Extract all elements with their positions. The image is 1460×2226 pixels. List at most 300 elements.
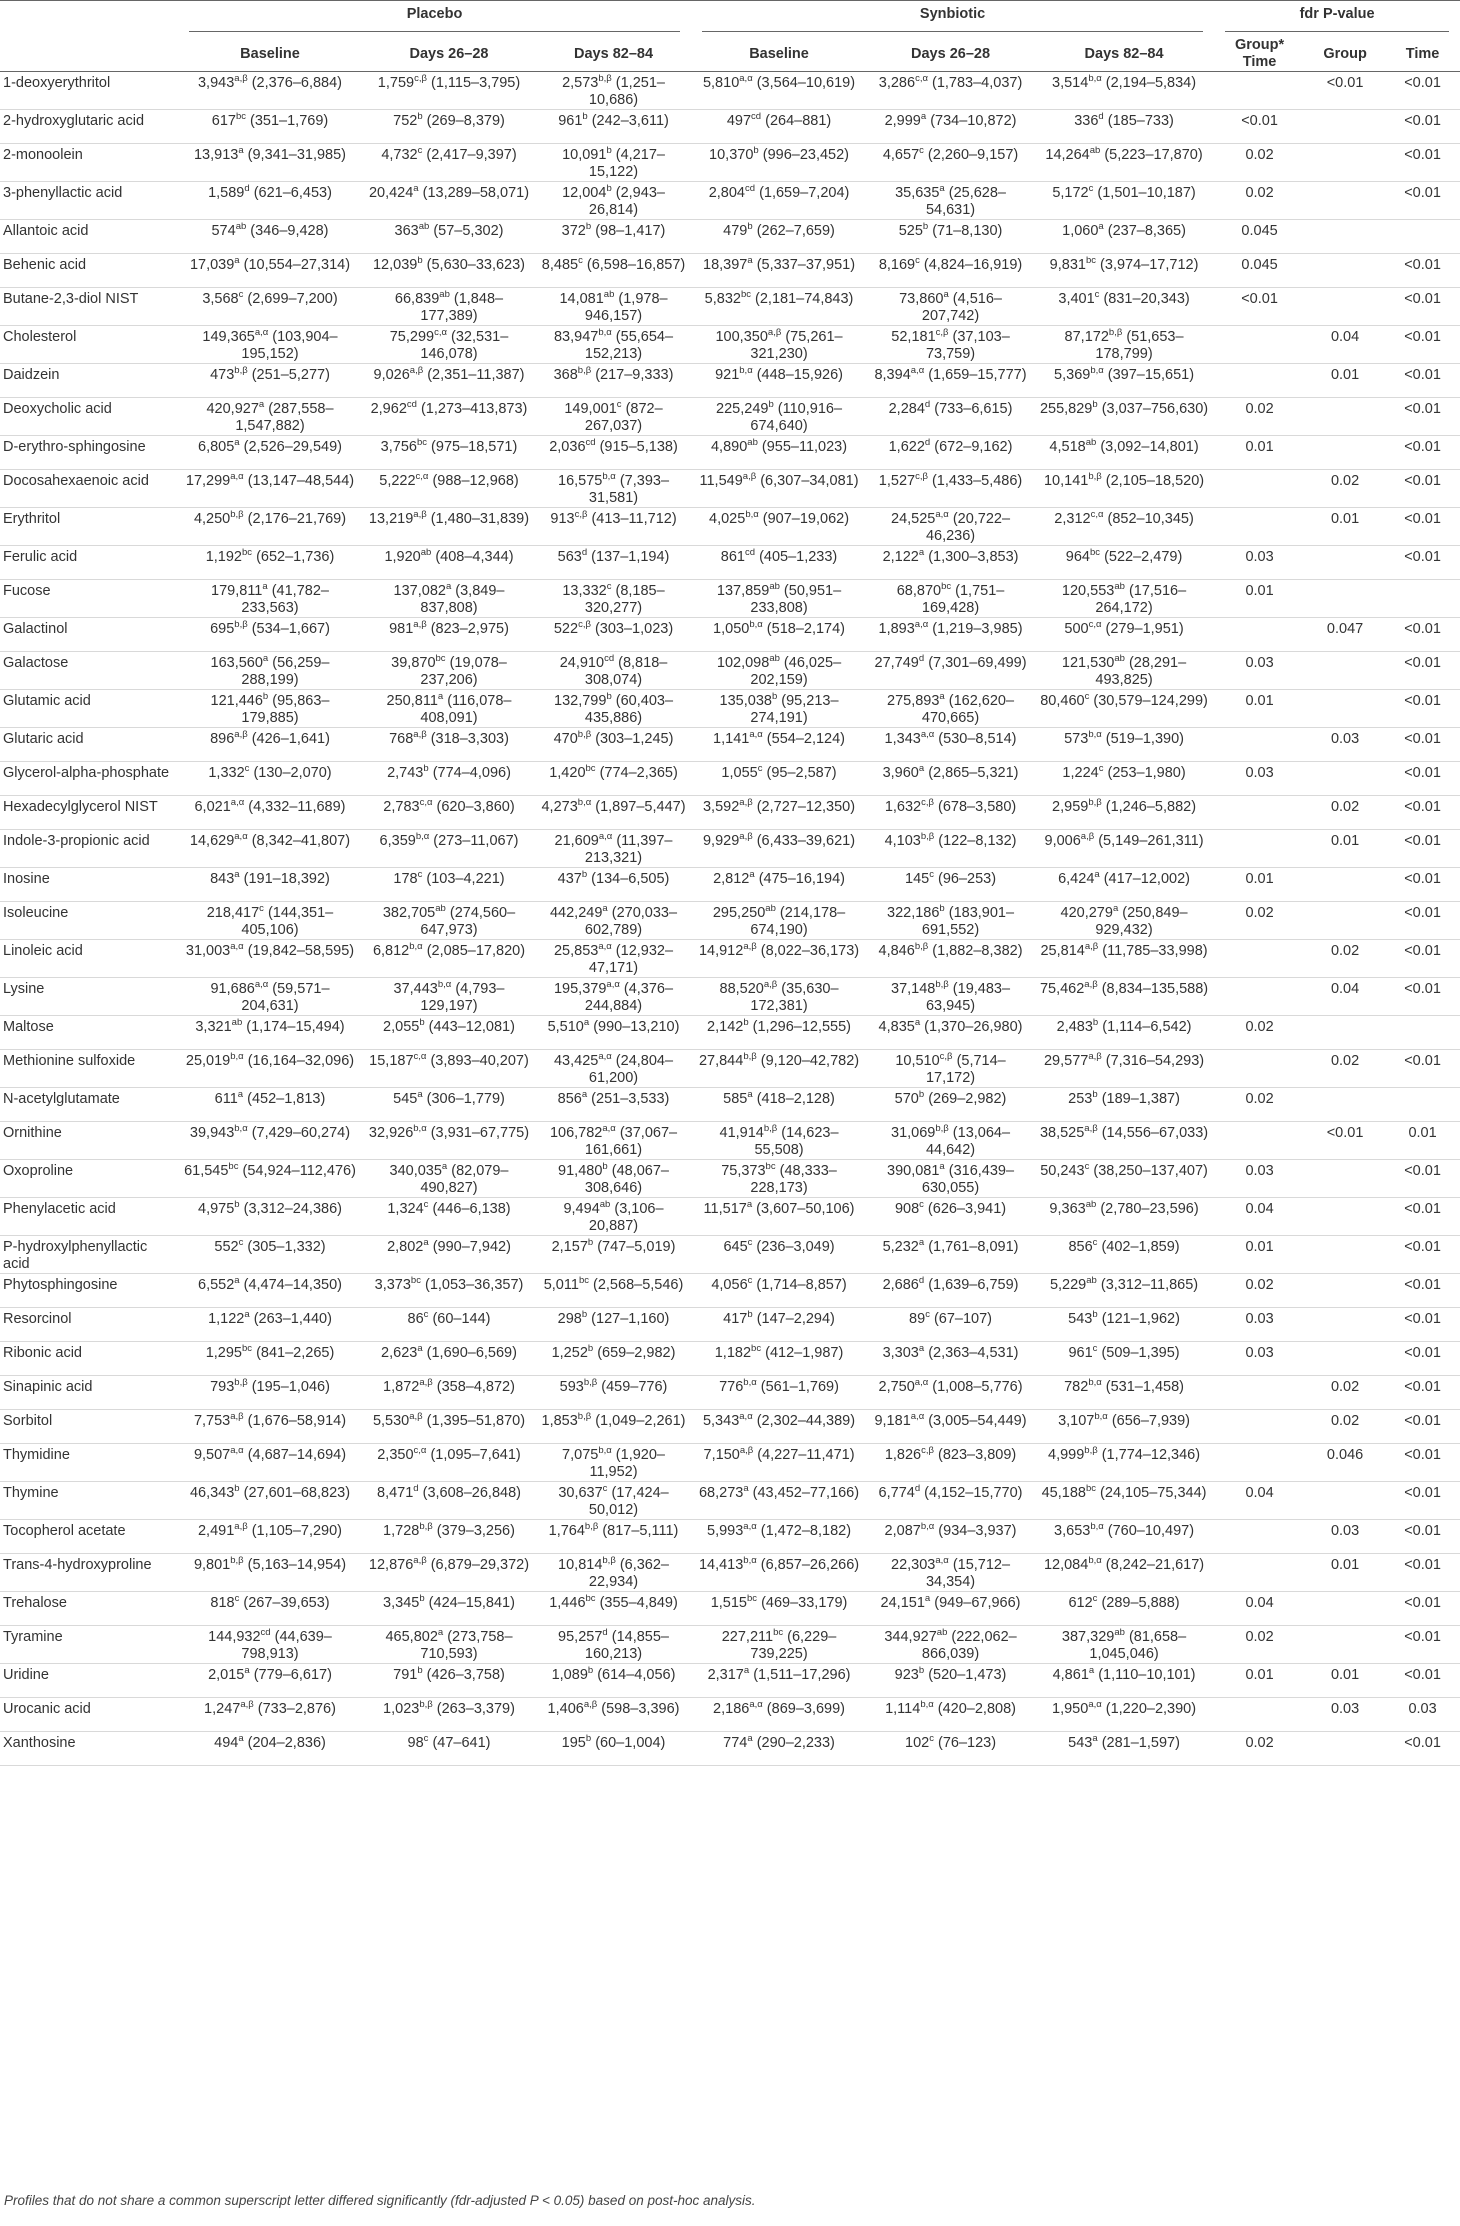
significance-superscript: d — [602, 1627, 608, 1639]
p-value-cell: <0.01 — [1241, 291, 1278, 307]
significance-superscript: c — [244, 763, 250, 775]
value-cell — [536, 1482, 691, 1520]
value-cell — [362, 978, 536, 1016]
p-value-cell: 0.03 — [1330, 731, 1360, 747]
value-cell — [691, 830, 867, 868]
significance-superscript: a — [1094, 869, 1100, 881]
significance-superscript: ab — [231, 1017, 243, 1029]
significance-superscript: a,α — [749, 729, 763, 741]
p-value-cell — [1305, 1342, 1385, 1376]
metabolite-name: Fucose — [3, 583, 51, 599]
median-value: 752 — [393, 113, 418, 129]
value-cell — [536, 182, 691, 220]
value-cell — [362, 580, 536, 618]
significance-superscript: d — [924, 399, 931, 411]
range-value: (1,296–12,555) — [752, 1019, 852, 1035]
p-value-cell: <0.01 — [1404, 401, 1441, 417]
p-value-cell — [1214, 470, 1305, 508]
p-value-cell: <0.01 — [1404, 1163, 1441, 1179]
value-cell — [1034, 1160, 1214, 1198]
value-cell — [178, 1732, 362, 1766]
table-row — [0, 762, 1460, 796]
median-value: 818 — [210, 1595, 235, 1611]
value-cell — [867, 1554, 1034, 1592]
median-value: 473 — [210, 367, 235, 383]
median-value: 255,829 — [1039, 401, 1093, 417]
significance-superscript: b — [1092, 1017, 1099, 1029]
significance-superscript: a — [943, 289, 949, 301]
value-cell — [867, 728, 1034, 762]
p-value-cell: 0.02 — [1245, 1091, 1274, 1107]
range-value: (2,865–5,321) — [928, 765, 1019, 781]
significance-superscript: a,β — [767, 327, 782, 339]
significance-superscript: b — [771, 691, 778, 703]
value-cell — [691, 1122, 867, 1160]
table-row — [0, 868, 1460, 902]
table-row — [0, 398, 1460, 436]
significance-superscript: c — [417, 869, 423, 881]
range-value: (116,078–408,091) — [420, 693, 512, 726]
range-value: (3,312–11,865) — [1100, 1277, 1199, 1293]
range-value: (760–10,497) — [1107, 1523, 1195, 1539]
p-value-cell — [1305, 144, 1385, 182]
value-cell — [536, 690, 691, 728]
range-value: (1,659–15,777) — [928, 367, 1027, 383]
value-cell — [867, 546, 1034, 580]
significance-superscript: c,β — [414, 73, 427, 85]
table-row — [0, 254, 1460, 288]
median-value: 98 — [407, 1735, 424, 1751]
significance-superscript: bc — [578, 1275, 589, 1287]
range-value: (1,433–5,486) — [931, 473, 1023, 489]
value-cell — [362, 1308, 536, 1342]
table-row — [0, 1592, 1460, 1626]
p-value-cell: 0.02 — [1245, 401, 1274, 417]
value-cell — [536, 1274, 691, 1308]
range-value: (561–1,769) — [760, 1379, 839, 1395]
significance-superscript: c — [259, 903, 264, 915]
median-value: 617 — [211, 113, 236, 129]
median-value: 913 — [550, 511, 575, 527]
p-value-cell — [1305, 1016, 1385, 1050]
value-cell — [536, 978, 691, 1016]
median-value: 1,527 — [878, 473, 916, 489]
metabolite-name: Indole-3-propionic acid — [3, 833, 150, 849]
range-value: (98–1,417) — [595, 223, 666, 239]
significance-superscript: b — [234, 1483, 240, 1495]
p-value-cell: 0.01 — [1330, 511, 1360, 527]
significance-superscript: c,α — [915, 73, 928, 85]
p-value-cell: 0.045 — [1241, 223, 1278, 239]
range-value: (1,897–5,447) — [595, 799, 686, 815]
significance-superscript: b,α — [743, 1377, 757, 1389]
significance-superscript: a,β — [419, 1377, 433, 1389]
range-value: (1,659–7,204) — [759, 185, 850, 201]
median-value: 5,232 — [882, 1239, 919, 1255]
median-value: 791 — [393, 1667, 418, 1683]
median-value: 1,050 — [713, 621, 750, 637]
range-value: (1,920–11,952) — [589, 1447, 665, 1480]
significance-superscript: bc — [242, 547, 253, 559]
value-cell — [867, 436, 1034, 470]
metabolite-name: Tyramine — [3, 1629, 63, 1645]
table-row — [0, 830, 1460, 868]
median-value: 12,084 — [1043, 1557, 1089, 1573]
p-value-cell: <0.01 — [1404, 1277, 1441, 1293]
median-value: 2,284 — [888, 401, 925, 417]
range-value: (1,095–7,641) — [430, 1447, 521, 1463]
significance-superscript: a — [918, 1237, 925, 1249]
median-value: 4,056 — [711, 1277, 748, 1293]
median-value: 18,397 — [703, 257, 748, 273]
range-value: (4,332–11,689) — [248, 799, 346, 815]
metabolite-name: Oxoproline — [3, 1163, 74, 1179]
range-value: (20,722–46,236) — [925, 511, 1011, 544]
range-value: (1,714–8,857) — [756, 1277, 847, 1293]
p-value-cell: <0.01 — [1404, 439, 1441, 455]
significance-superscript: b,β — [1108, 327, 1123, 339]
range-value: (251–5,277) — [251, 367, 330, 383]
median-value: 1,950 — [1052, 1701, 1089, 1717]
range-value: (162,620–470,665) — [921, 693, 1015, 726]
significance-superscript: b,α — [745, 509, 759, 521]
value-cell — [867, 580, 1034, 618]
median-value: 24,525 — [891, 511, 936, 527]
range-value: (242–3,611) — [591, 113, 669, 129]
value-cell — [1034, 762, 1214, 796]
median-value: 10,814 — [558, 1557, 603, 1573]
median-value: 525 — [898, 223, 923, 239]
value-cell — [867, 978, 1034, 1016]
value-cell — [1034, 1050, 1214, 1088]
value-cell — [867, 508, 1034, 546]
significance-superscript: ab — [1089, 145, 1101, 157]
significance-superscript: b,β — [234, 365, 248, 377]
median-value: 250,811 — [386, 693, 438, 709]
significance-superscript: a,β — [240, 1699, 254, 1711]
range-value: (522–2,479) — [1104, 549, 1183, 565]
range-value: (6,433–39,621) — [756, 833, 856, 849]
significance-superscript: bc — [410, 1275, 421, 1287]
significance-superscript: b,β — [584, 1521, 599, 1533]
value-cell — [867, 1198, 1034, 1236]
significance-superscript: c,α — [1088, 619, 1102, 631]
significance-superscript: a,β — [234, 73, 248, 85]
metabolite-name: Galactose — [3, 655, 69, 671]
significance-superscript: b,β — [763, 1123, 778, 1135]
p-value-cell: 0.03 — [1245, 1311, 1274, 1327]
value-cell — [867, 1482, 1034, 1520]
significance-superscript: a — [423, 1237, 429, 1249]
table-row — [0, 1626, 1460, 1664]
range-value: (678–3,580) — [938, 799, 1017, 815]
significance-superscript: a,β — [742, 471, 757, 483]
median-value: 121,446 — [210, 693, 263, 709]
range-value: (5,714–17,172) — [925, 1053, 1006, 1086]
range-value: (3,607–50,106) — [756, 1201, 855, 1217]
value-cell — [867, 762, 1034, 796]
value-cell — [178, 1088, 362, 1122]
range-value: (831–20,343) — [1103, 291, 1190, 307]
p-value-cell: <0.01 — [1404, 185, 1441, 201]
median-value: 6,812 — [372, 943, 410, 959]
median-value: 340,035 — [389, 1163, 442, 1179]
metabolite-name: Cholesterol — [3, 329, 77, 345]
p-value-cell — [1305, 1732, 1385, 1766]
p-value-cell: <0.01 — [1404, 731, 1441, 747]
value-cell — [691, 110, 867, 144]
median-value: 573 — [1064, 731, 1089, 747]
median-value: 6,359 — [379, 833, 416, 849]
table-row — [0, 978, 1460, 1016]
metabolite-name: Hexadecylglycerol NIST — [3, 799, 158, 815]
median-value: 2,812 — [713, 871, 750, 887]
median-value: 37,148 — [891, 981, 936, 997]
range-value: (6,362–22,934) — [588, 1557, 669, 1590]
range-value: (2,176–21,769) — [247, 511, 347, 527]
range-value: (47–641) — [432, 1735, 491, 1751]
range-value: (287,558–1,547,882) — [235, 401, 334, 434]
significance-superscript: c,β — [915, 471, 928, 483]
table-body — [0, 72, 1460, 1766]
value-cell — [362, 1732, 536, 1766]
value-cell — [536, 796, 691, 830]
range-value: (103–4,221) — [426, 871, 505, 887]
table-row — [0, 1122, 1460, 1160]
range-value: (733–6,615) — [934, 401, 1013, 417]
range-value: (2,105–18,520) — [1105, 473, 1205, 489]
p-value-cell — [1305, 220, 1385, 254]
p-value-cell — [1305, 1274, 1385, 1308]
p-value-cell: <0.01 — [1404, 473, 1441, 489]
median-value: 1,446 — [549, 1595, 586, 1611]
median-value: 3,107 — [1058, 1413, 1095, 1429]
median-value: 420,279 — [1060, 905, 1113, 921]
p-value-cell: 0.04 — [1245, 1595, 1274, 1611]
range-value: (185–733) — [1107, 113, 1174, 129]
table-row — [0, 728, 1460, 762]
median-value: 14,629 — [189, 833, 235, 849]
median-value: 543 — [1068, 1311, 1093, 1327]
value-cell — [867, 1592, 1034, 1626]
significance-superscript: a,β — [1084, 941, 1099, 953]
range-value: (652–1,736) — [256, 549, 335, 565]
range-value: (4,824–16,919) — [923, 257, 1023, 273]
significance-superscript: c — [1092, 1593, 1098, 1605]
metabolite-name: Maltose — [3, 1019, 54, 1035]
value-cell — [536, 1236, 691, 1274]
median-value: 843 — [210, 871, 235, 887]
value-cell — [1034, 868, 1214, 902]
range-value: (4,793–129,197) — [420, 981, 505, 1014]
range-value: (305–1,332) — [247, 1239, 326, 1255]
value-cell — [867, 830, 1034, 868]
significance-superscript: c,β — [574, 509, 588, 521]
significance-superscript: b — [743, 1017, 749, 1029]
median-value: 12,876 — [368, 1557, 414, 1573]
value-cell — [362, 1592, 536, 1626]
column-header: Days 26–28 — [911, 45, 991, 62]
column-header: Group* Time — [1234, 37, 1285, 70]
value-cell — [178, 940, 362, 978]
median-value: 497 — [726, 113, 752, 129]
p-value-cell — [1305, 1626, 1385, 1664]
significance-superscript: a,β — [413, 729, 427, 741]
significance-superscript: b,β — [743, 1051, 757, 1063]
significance-superscript: bc — [1090, 547, 1101, 559]
significance-superscript: c — [602, 1483, 608, 1495]
significance-superscript: a — [924, 1593, 931, 1605]
median-value: 1,589 — [208, 185, 245, 201]
p-value-cell: 0.03 — [1245, 1345, 1274, 1361]
significance-superscript: c — [606, 581, 612, 593]
significance-superscript: b,β — [230, 1555, 244, 1567]
median-value: 574 — [211, 223, 236, 239]
median-value: 15,187 — [369, 1053, 414, 1069]
range-value: (37,067–161,661) — [584, 1125, 678, 1158]
range-value: (1,114–6,542) — [1102, 1019, 1192, 1035]
median-value: 570 — [894, 1091, 919, 1107]
value-cell — [178, 288, 362, 326]
median-value: 9,181 — [874, 1413, 911, 1429]
range-value: (1,370–26,980) — [924, 1019, 1023, 1035]
median-value: 382,705 — [382, 905, 436, 921]
median-value: 75,299 — [389, 329, 435, 345]
value-cell — [1034, 902, 1214, 940]
range-value: (13,289–58,071) — [422, 185, 530, 201]
median-value: 13,913 — [193, 147, 239, 163]
range-value: (841–2,265) — [256, 1345, 335, 1361]
value-cell — [536, 902, 691, 940]
range-value: (817–5,111) — [602, 1523, 679, 1539]
range-value: (9,120–42,782) — [760, 1053, 860, 1069]
significance-superscript: a — [244, 1665, 250, 1677]
range-value: (71–8,130) — [932, 223, 1003, 239]
value-cell — [867, 796, 1034, 830]
metabolite-name: Docosahexaenoic acid — [3, 473, 149, 489]
range-value: (4,516–207,742) — [921, 291, 1002, 324]
significance-superscript: ab — [765, 903, 776, 915]
median-value: 4,250 — [193, 511, 231, 527]
range-value: (2,568–5,546) — [593, 1277, 684, 1293]
range-value: (1,676–58,914) — [247, 1413, 347, 1429]
significance-superscript: b,β — [602, 1555, 616, 1567]
p-value-cell: <0.01 — [1404, 765, 1441, 781]
range-value: (949–67,966) — [934, 1595, 1021, 1611]
p-value-cell — [1214, 1410, 1305, 1444]
significance-superscript: a,α — [739, 1411, 753, 1423]
median-value: 106,782 — [549, 1125, 603, 1141]
value-cell — [178, 796, 362, 830]
metabolite-name: Resorcinol — [3, 1311, 72, 1327]
significance-superscript: a — [238, 145, 244, 157]
significance-superscript: a — [417, 1343, 423, 1355]
value-cell — [178, 618, 362, 652]
value-cell — [1034, 1016, 1214, 1050]
value-cell — [691, 288, 867, 326]
range-value: (95–2,587) — [766, 765, 837, 781]
value-cell — [1034, 1122, 1214, 1160]
significance-superscript: a — [437, 1627, 444, 1639]
value-cell — [1034, 1376, 1214, 1410]
median-value: 3,756 — [380, 439, 417, 455]
value-cell — [867, 398, 1034, 436]
p-value-cell — [1305, 868, 1385, 902]
p-value-cell: 0.01 — [1245, 583, 1274, 599]
value-cell — [362, 508, 536, 546]
significance-superscript: c — [423, 1309, 429, 1321]
range-value: (1,639–6,759) — [928, 1277, 1019, 1293]
median-value: 9,363 — [1049, 1201, 1086, 1217]
metabolite-name: Ornithine — [3, 1125, 62, 1141]
value-cell — [1034, 690, 1214, 728]
median-value: 144,932 — [208, 1629, 261, 1645]
range-value: (19,842–58,595) — [247, 943, 355, 959]
p-value-cell: 0.02 — [1245, 185, 1274, 201]
table-row — [0, 690, 1460, 728]
value-cell — [362, 398, 536, 436]
significance-superscript: a,α — [914, 619, 929, 631]
value-cell — [362, 868, 536, 902]
median-value: 908 — [894, 1201, 920, 1217]
median-value: 344,927 — [884, 1629, 937, 1645]
significance-superscript: b,β — [935, 979, 949, 991]
p-value-cell: 0.045 — [1241, 257, 1278, 273]
median-value: 363 — [394, 223, 419, 239]
significance-superscript: bc — [1085, 255, 1097, 267]
value-cell — [1034, 1088, 1214, 1122]
median-value: 61,545 — [184, 1163, 229, 1179]
median-value: 14,081 — [559, 291, 604, 307]
value-cell — [178, 1376, 362, 1410]
significance-superscript: c — [915, 255, 920, 267]
value-cell — [1034, 546, 1214, 580]
range-value: (598–3,396) — [601, 1701, 680, 1717]
p-value-cell: 0.01 — [1330, 1667, 1360, 1683]
range-value: (614–4,056) — [597, 1667, 676, 1683]
metabolite-name: Phytosphingosine — [3, 1277, 118, 1293]
table-row — [0, 1444, 1460, 1482]
range-value: (408–4,344) — [435, 549, 514, 565]
median-value: 3,303 — [882, 1345, 919, 1361]
significance-superscript: ab — [439, 289, 450, 301]
median-value: 88,520 — [719, 981, 764, 997]
value-cell — [691, 1592, 867, 1626]
significance-superscript: b,β — [914, 941, 929, 953]
value-cell — [178, 1160, 362, 1198]
value-cell — [691, 364, 867, 398]
range-value: (659–2,982) — [597, 1345, 676, 1361]
range-value: (534–1,667) — [251, 621, 330, 637]
value-cell — [536, 1198, 691, 1236]
significance-superscript: a,β — [1084, 979, 1098, 991]
range-value: (13,064–44,642) — [925, 1125, 1011, 1158]
value-cell — [867, 326, 1034, 364]
significance-superscript: c — [1098, 763, 1104, 775]
median-value: 1,515 — [710, 1595, 747, 1611]
significance-superscript: a — [918, 763, 925, 775]
value-cell — [536, 1050, 691, 1088]
significance-superscript: a — [262, 581, 268, 593]
range-value: (134–6,505) — [591, 871, 670, 887]
range-value: (27,601–68,823) — [243, 1485, 351, 1501]
significance-superscript: bc — [740, 289, 751, 301]
range-value: (236–3,049) — [756, 1239, 835, 1255]
p-value-cell — [1214, 940, 1305, 978]
value-cell — [362, 144, 536, 182]
median-value: 2,802 — [387, 1239, 424, 1255]
significance-superscript: b,α — [598, 327, 612, 339]
